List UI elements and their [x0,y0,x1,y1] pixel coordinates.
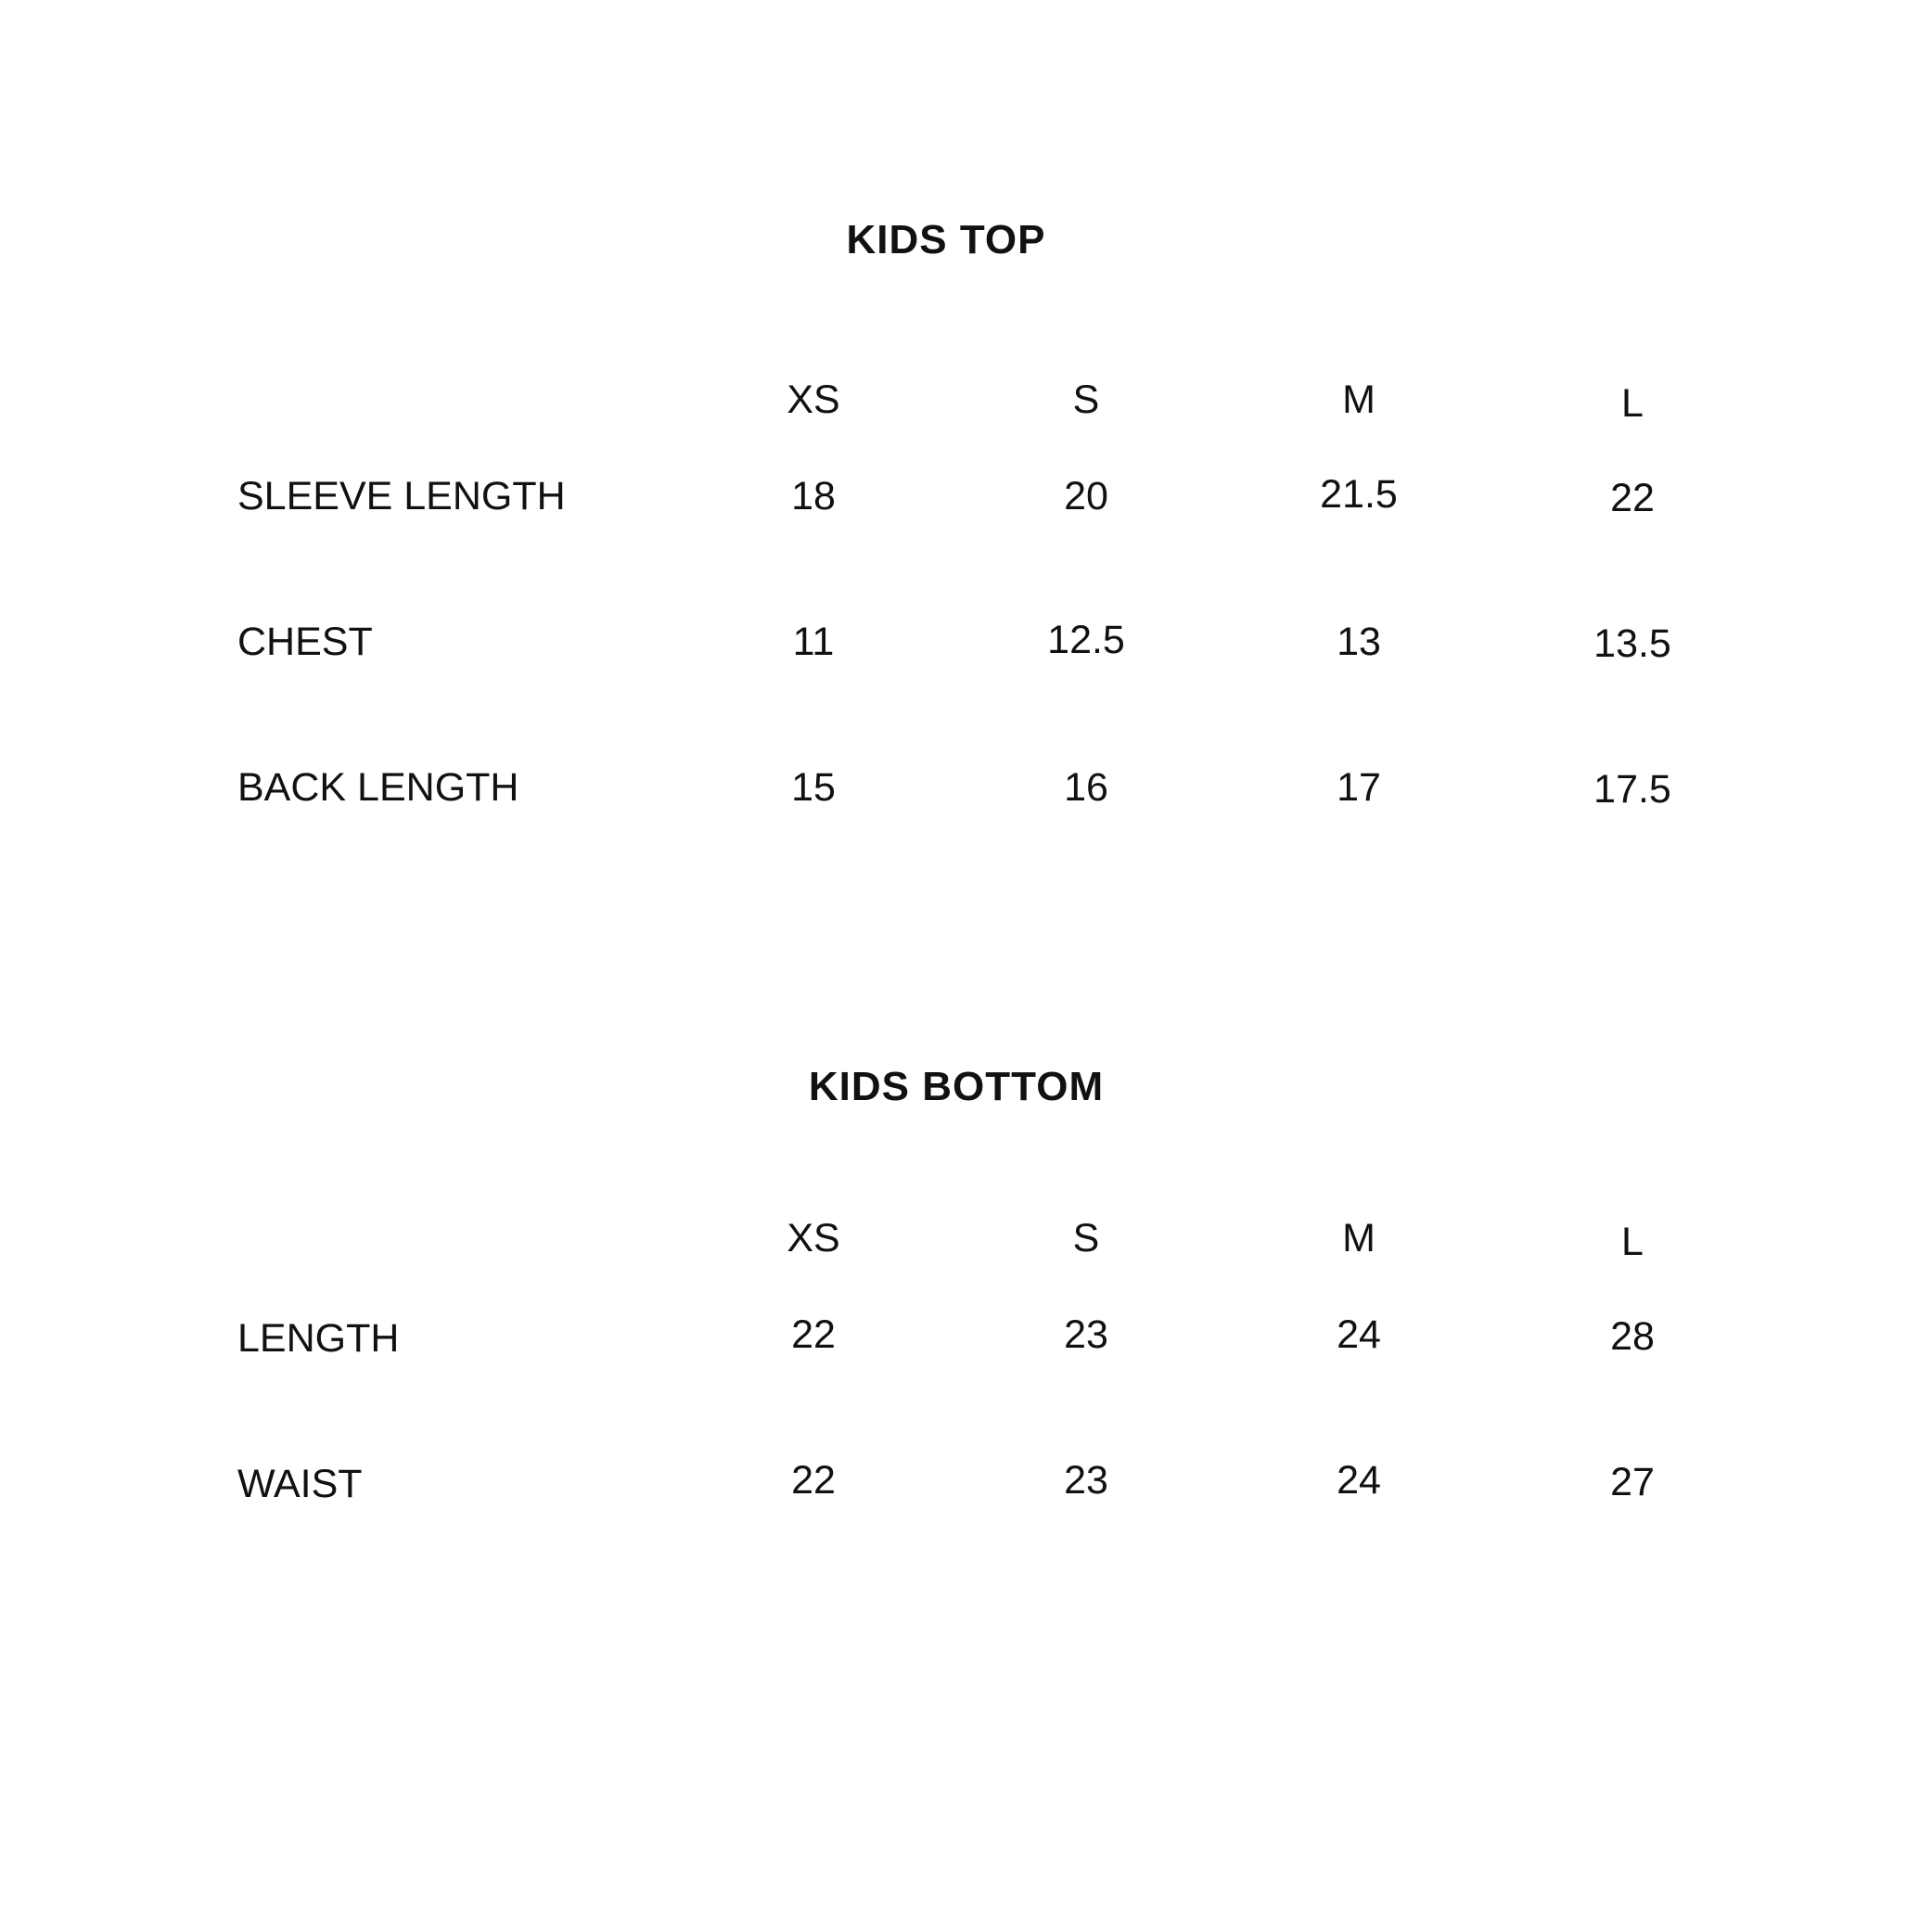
kids-top-back-m: 17 [1337,765,1381,810]
kids-bottom-length-xs: 22 [791,1312,836,1357]
kids-bottom-size-s: S [1072,1216,1100,1260]
kids-bottom-row-label-length: LENGTH [237,1316,400,1361]
kids-top-chest-m: 13 [1337,620,1381,664]
kids-bottom-length-s: 23 [1064,1312,1108,1357]
kids-top-title: KIDS TOP [846,217,1046,262]
kids-top-row-label-back-length: BACK LENGTH [237,765,519,810]
kids-bottom-waist-m: 24 [1337,1458,1381,1503]
kids-top-sleeve-m: 21.5 [1320,472,1398,517]
kids-top-sleeve-s: 20 [1064,474,1108,518]
kids-top-chest-xs: 11 [792,620,835,664]
kids-top-size-s: S [1072,377,1100,422]
kids-top-back-l: 17.5 [1593,767,1671,812]
kids-top-size-l: L [1621,381,1644,426]
kids-bottom-row-label-waist: WAIST [237,1462,363,1506]
kids-bottom-length-l: 28 [1610,1314,1655,1359]
kids-bottom-waist-xs: 22 [791,1458,836,1503]
kids-top-sleeve-l: 22 [1610,476,1655,520]
kids-bottom-waist-l: 27 [1610,1460,1655,1504]
kids-top-row-label-sleeve-length: SLEEVE LENGTH [237,474,566,518]
kids-top-chest-s: 12.5 [1047,618,1125,662]
kids-bottom-length-m: 24 [1337,1312,1381,1357]
kids-top-back-xs: 15 [791,765,836,810]
kids-top-sleeve-xs: 18 [791,474,836,518]
kids-bottom-title: KIDS BOTTOM [808,1064,1105,1109]
kids-bottom-size-l: L [1621,1220,1644,1264]
kids-bottom-size-xs: XS [787,1216,840,1260]
kids-top-chest-l: 13.5 [1593,621,1671,666]
kids-top-size-m: M [1342,377,1375,422]
kids-bottom-size-m: M [1342,1216,1375,1260]
kids-top-row-label-chest: CHEST [237,620,373,664]
kids-top-size-xs: XS [787,377,840,422]
kids-bottom-waist-s: 23 [1064,1458,1108,1503]
kids-top-back-s: 16 [1064,765,1108,810]
